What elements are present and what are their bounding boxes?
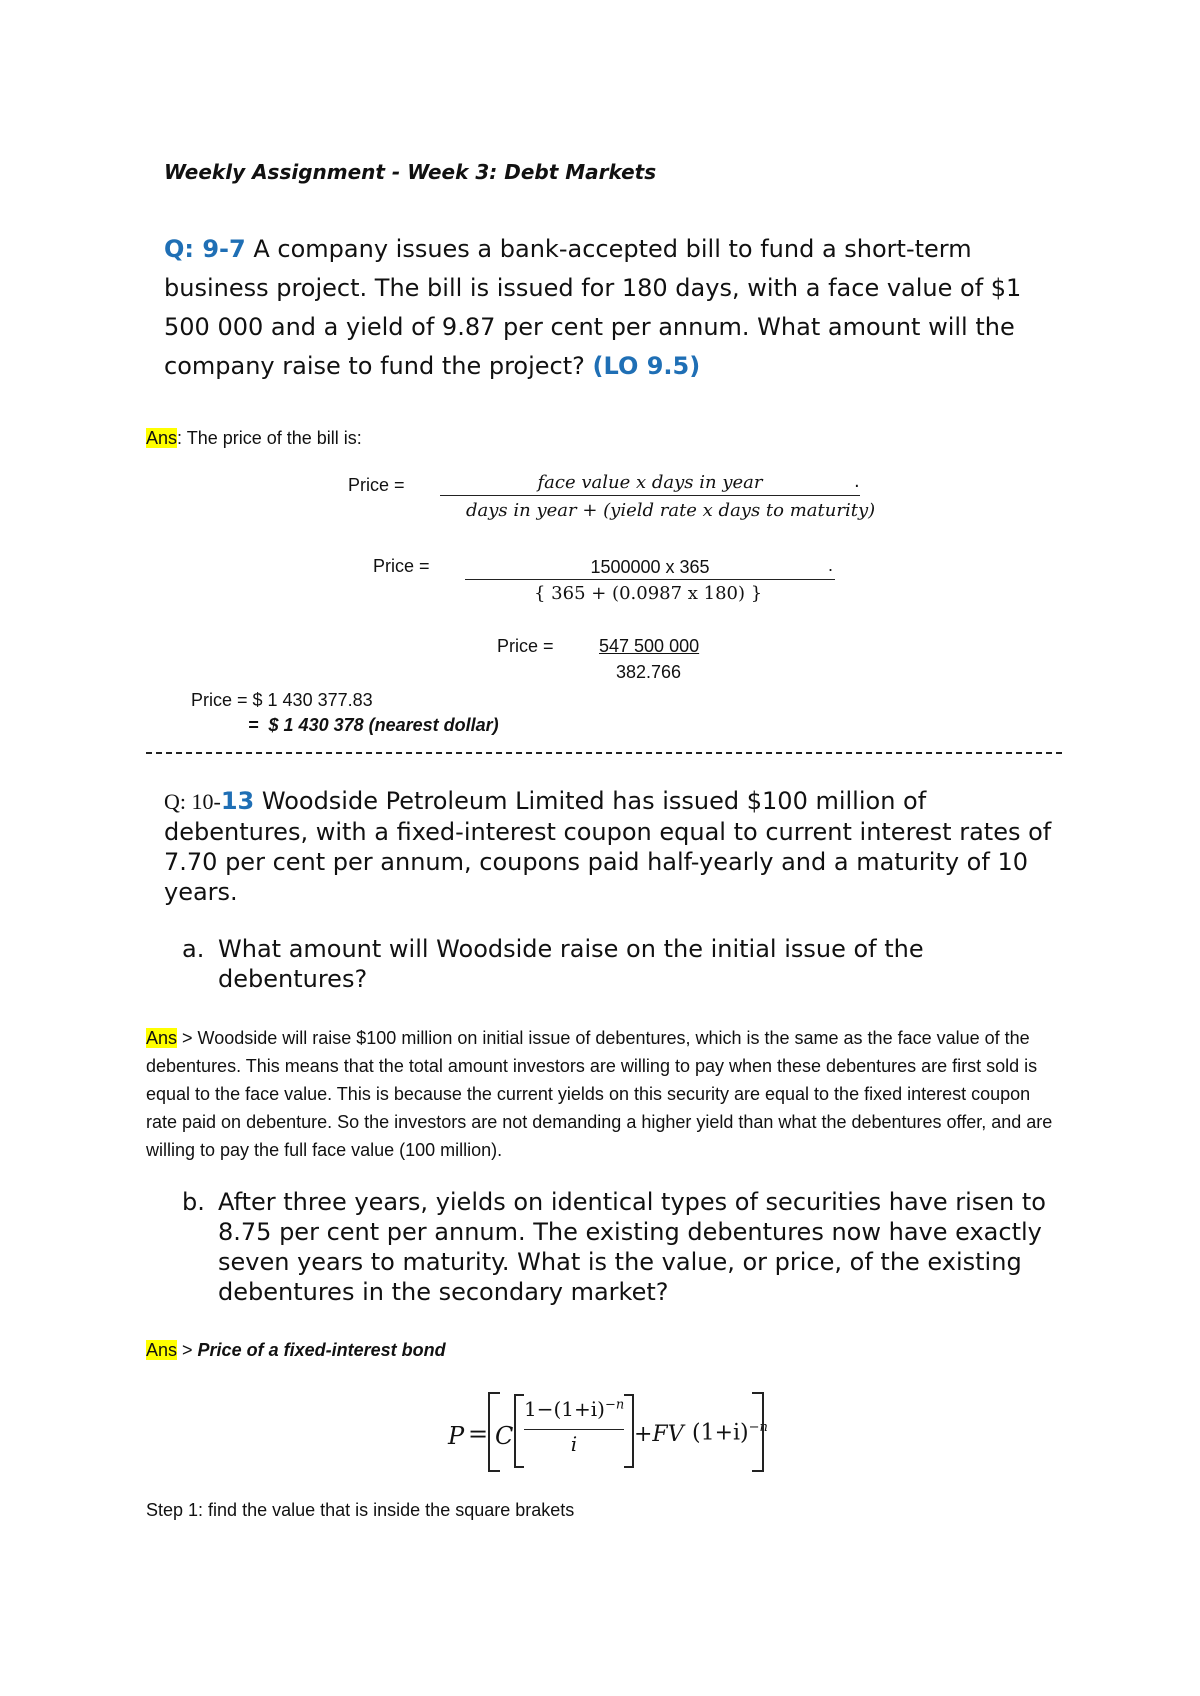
answer-label: Ans [146,1340,178,1360]
formula-P: P [448,1422,465,1450]
formula1-numerator: face value x days in year [440,471,860,496]
formula1-lhs: Price = [348,475,405,495]
answer-intro-text: : The price of the bill is: [177,428,362,448]
formula1-dot: . [854,471,860,492]
formula-denominator: i [570,1432,578,1456]
price-rounded [248,715,499,736]
part-a-text: What amount will Woodside raise on the initial issue of the debentures? [218,935,924,993]
formula-num-exp: −n [604,1397,625,1413]
price-rounded-eq: = [248,715,259,735]
formula1-denominator: days in year + (yield rate x days to maturity) [466,500,876,521]
question-number: 13 [220,787,255,815]
formula-num-text: 1−(1+i) [524,1397,605,1421]
outer-right-bracket [752,1392,764,1472]
inner-left-bracket [514,1394,524,1468]
question-label: Q: 9-7 [164,235,246,263]
formula3-numerator: 547 500 000 [599,636,700,656]
formula3-lhs: Price = [497,636,554,656]
section-divider [146,752,1062,754]
question-10-13 [164,786,1064,907]
question-9-7 [164,230,1064,386]
answer-b-gt: > [177,1340,198,1360]
answer-b-text: Price of a fixed-interest bond [197,1340,446,1360]
part-b-label: b. [182,1188,205,1216]
formula-paren-exp: −n [748,1420,768,1435]
question-text: A company issues a bank-accepted bill to fund a short-term business project. The bill is issued for 180 days, with a face value of $1 500 000 and a yield of 9.87 per cent per annum. What amount will the company raise to fund the project? [164,235,1022,380]
formula2-lhs: Price = [373,556,430,576]
formula-eq: = [468,1420,489,1448]
formula3-denominator: 382.766 [616,662,682,682]
part-b-text: After three years, yields on identical types of securities have risen to 8.75 per cent per annum. The existing debentures now have exactly seven years to maturity. What is the value, or price, of the existing debentures in the secondary market? [218,1188,1046,1306]
question-text: Woodside Petroleum Limited has issued $100 million of debentures, with a fixed-interest coupon equal to current interest rates of 7.70 per cent per annum, coupons paid half-yearly and a maturity of 10 years. [164,787,1052,906]
formula2-denominator: { 365 + (0.0987 x 180) } [534,583,763,604]
inner-right-bracket [624,1394,634,1468]
answer-label: Ans [146,1028,178,1048]
question-prefix: Q: 10- [164,789,221,814]
answer-b [146,1340,446,1361]
formula-fraction-bar [524,1429,624,1430]
answer-a-text: > Woodside will raise $100 million on initial issue of debentures, which is the same as the face value of the debentures. This means that the total amount investors are willing to pay when these debentures are first sold is equal to the face value. This is because the current yields on this security are equal to the fixed interest coupon rate paid on debenture. So the investors are not demanding a higher yield than what the debentures offer, and are willing to pay the full face value (100 million). [146,1028,1053,1160]
formula-C: C [495,1422,514,1450]
formula-numerator [524,1397,624,1421]
learning-outcome: (LO 9.5) [592,352,701,380]
formula2-numerator: 1500000 x 365 [465,555,835,580]
answer-a [146,1024,1066,1164]
step-1: Step 1: find the value that is inside the square brakets [146,1500,575,1520]
price-rounded-value: $ 1 430 378 (nearest dollar) [268,715,499,735]
formula-plus-fv: +FV [634,1422,684,1447]
formula2-dot: . [828,555,834,575]
price-result: Price = $ 1 430 377.83 [191,690,373,710]
answer-label: Ans [146,428,178,448]
page-title: Weekly Assignment - Week 3: Debt Markets [164,160,657,184]
part-a-label: a. [182,935,205,963]
formula-paren-text: (1+i) [692,1420,749,1446]
answer-1-intro [146,428,362,449]
